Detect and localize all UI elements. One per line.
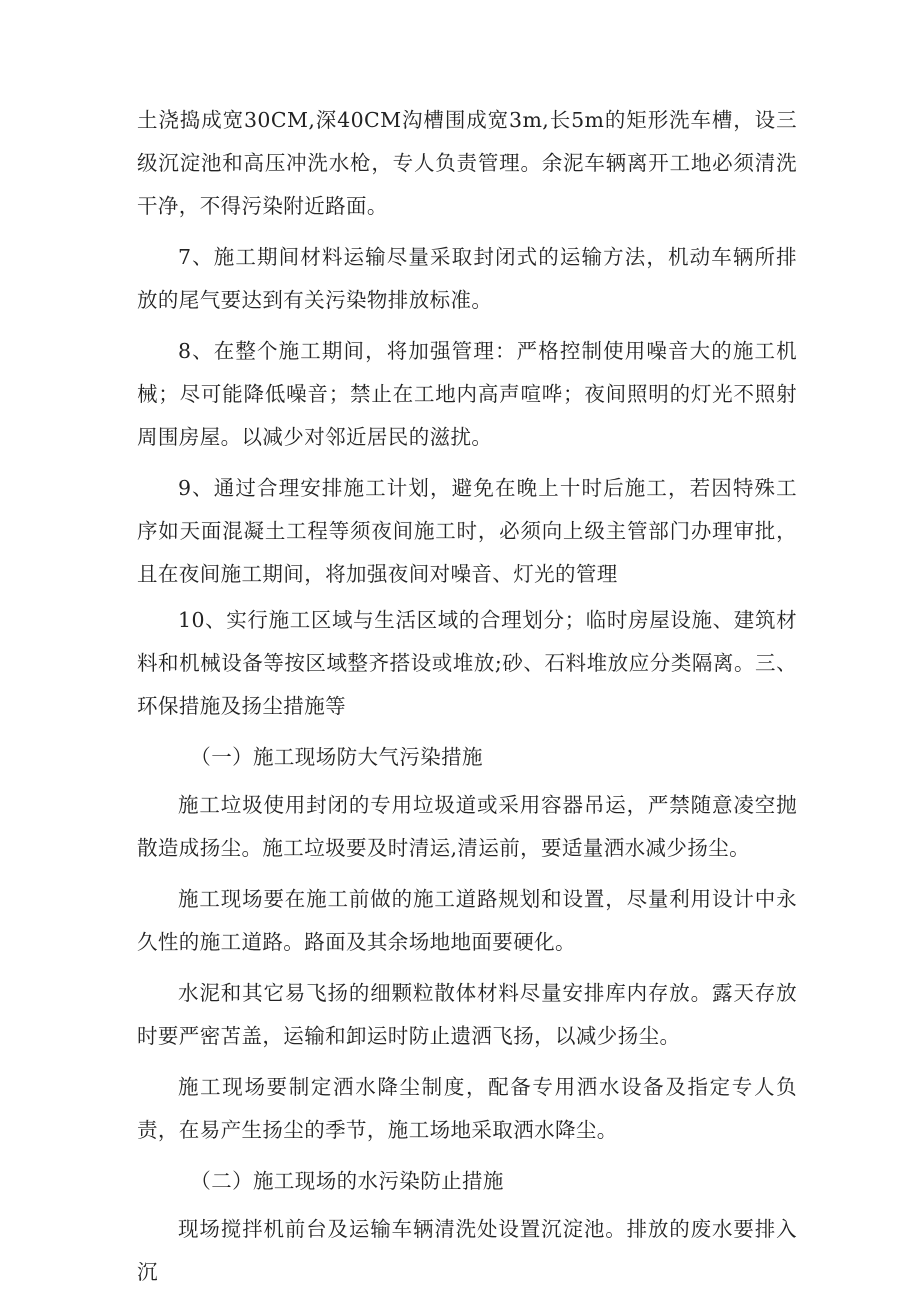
paragraph-road-planning: 施工现场要在施工前做的施工道路规划和设置，尽量利用设计中永久性的施工道路。路面及其余场地地面要硬化。	[137, 887, 797, 954]
paragraph-item-8: 8、在整个施工期间，将加强管理：严格控制使用噪音大的施工机械；尽可能降低噪音；禁止在工地内高声喧哗；夜间照明的灯光不照射周围房屋。以减少对邻近居民的滋扰。	[137, 339, 797, 449]
paragraph-car-wash-trough: 土浇捣成宽30CM,深40CM沟槽围成宽3m,长5m的矩形洗车槽，设三级沉淀池和高压冲洗水枪，专人负责管理。余泥车辆离开工地必须清洗干净，不得污染附近路面。	[137, 108, 797, 218]
section-heading-air-pollution: （一）施工现场防大气污染措施	[190, 745, 483, 769]
section-heading-water-pollution: （二）施工现场的水污染防止措施	[190, 1169, 504, 1193]
paragraph-item-7: 7、施工期间材料运输尽量采取封闭式的运输方法，机动车辆所排放的尾气要达到有关污染物排放标准。	[137, 245, 797, 312]
paragraph-water-spraying: 施工现场要制定洒水降尘制度，配备专用洒水设备及指定专人负责，在易产生扬尘的季节，施工场地采取洒水降尘。	[137, 1075, 797, 1142]
paragraph-item-9: 9、通过合理安排施工计划，避免在晚上十时后施工，若因特殊工序如天面混凝土工程等须夜间施工时，必须向上级主管部门办理审批，且在夜间施工期间，将加强夜间对噪音、灯光的管理	[137, 476, 797, 586]
paragraph-cement-storage: 水泥和其它易飞扬的细颗粒散体材料尽量安排库内存放。露天存放时要严密苫盖，运输和卸运时防止遗洒飞扬，以减少扬尘。	[137, 981, 797, 1048]
paragraph-sedimentation-tank: 现场搅拌机前台及运输车辆清洗处设置沉淀池。排放的废水要排入沉	[137, 1217, 797, 1284]
paragraph-construction-waste: 施工垃圾使用封闭的专用垃圾道或采用容器吊运，严禁随意凌空抛散造成扬尘。施工垃圾要及时清运,清运前，要适量洒水减少扬尘。	[137, 793, 797, 860]
document-body	[137, 99, 797, 1302]
paragraph-item-10: 10、实行施工区域与生活区域的合理划分；临时房屋设施、建筑材料和机械设备等按区域整齐搭设或堆放;砂、石料堆放应分类隔离。三、环保措施及扬尘措施等	[137, 608, 797, 718]
